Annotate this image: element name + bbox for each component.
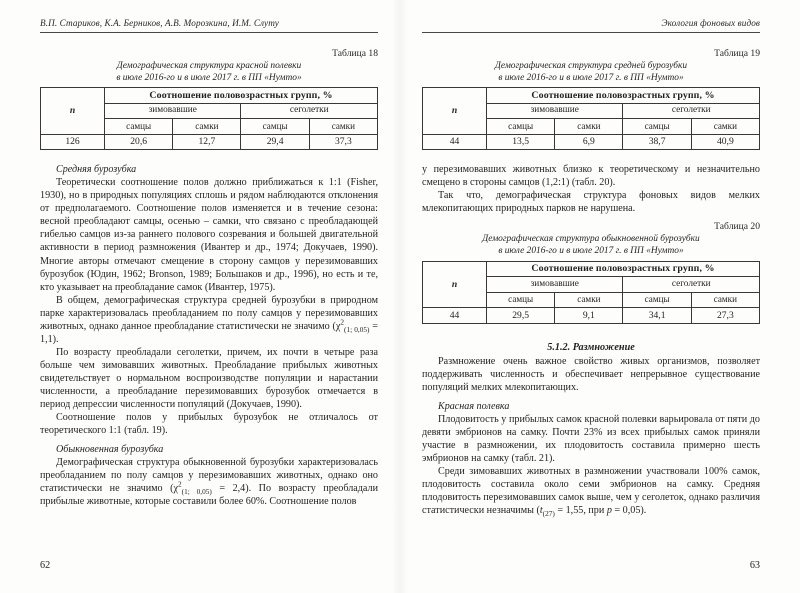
table19-sub-males-young: самцы [623, 119, 691, 135]
table18-title [40, 61, 378, 84]
table19-value-1: 6,9 [555, 134, 623, 150]
table20-header-n: n [423, 261, 487, 308]
chi-square-subscript: (1; 0,05) [181, 487, 212, 497]
left-running-head-rule [40, 32, 378, 33]
t-statistic-subscript: (27) [542, 509, 555, 519]
table20-title-line1: Демографическая структура обыкновенной бурозубки [482, 234, 700, 245]
table20-value-1: 9,1 [555, 308, 623, 324]
table18-sub-males-wintered: самцы [105, 119, 173, 135]
table19-number: Таблица 19 [714, 48, 760, 59]
table20-sub-males-young: самцы [623, 292, 691, 308]
left-running-head: В.П. Стариков, К.А. Берников, А.В. Морозкина, И.М. Слуту [40, 18, 279, 28]
table18-value-2: 29,4 [241, 134, 309, 150]
left-paragraph-2 [40, 294, 378, 346]
table20-sub-females-wintered: самки [555, 292, 623, 308]
table20-group-young: сеголетки [623, 277, 760, 293]
table20-title [422, 234, 760, 257]
left-page-number: 62 [40, 560, 51, 571]
table20-sub-females-young: самки [691, 292, 759, 308]
table20-n-value: 44 [423, 308, 487, 324]
table20-value-3: 27,3 [691, 308, 759, 324]
table-row [423, 134, 760, 150]
chi-square-subscript: (1; 0,05) [344, 324, 370, 334]
table20-title-line2: в июле 2016-го и в июле 2017 г. в ПП «Нумто» [498, 245, 684, 256]
left-paragraph-2-tail: = 1,1). [40, 320, 378, 345]
table19-value-0: 13,5 [487, 134, 555, 150]
table18-title-line1: Демографическая структура красной полевки [116, 61, 302, 71]
table18-n-value: 126 [41, 134, 105, 150]
table19-group-young: сеголетки [623, 103, 760, 119]
table19-header-main: Соотношение половозрастных групп, % [487, 88, 760, 104]
right-paragraph-5-text: Среди зимовавших животных в размножении участвовали 100% самок, плодовитость составила около семи эмбрионов на самку. Средняя плодовитость перезимовавших самок выше, чем у сеголеток, однако различия статистически незначимы ( [422, 465, 760, 517]
table18-sub-females-wintered: самки [173, 119, 241, 135]
table18-value-1: 12,7 [173, 134, 241, 150]
subheading-srednyaya-burozubka: Средняя бурозубка [56, 164, 137, 176]
right-paragraph-5 [422, 465, 760, 517]
spacer [40, 152, 378, 163]
left-paragraph-3: По возрасту преобладали сеголетки, причем, их почти в четыре раза больше чем зимовавших животных. Преобладание прибылых животных свидетельствует о нормальном воспроизводстве популяции и нарастании численности, а преобладание перезимовавших бурозубок отмечается в период депрессии численности популяций (Докучаев, 1990). [40, 346, 378, 411]
spacer [422, 326, 760, 341]
p-value-variable: p [606, 505, 612, 517]
table19-value-2: 38,7 [623, 134, 691, 150]
table18-header-n: n [41, 88, 105, 135]
right-paragraph-5-tail: = 0,05). [611, 505, 647, 517]
table19-sub-females-wintered: самки [555, 119, 623, 135]
chi-square-exponent: 2 [340, 317, 345, 327]
right-page-number: 63 [749, 560, 760, 571]
section-heading-5-1-2: 5.1.2. Размножение [547, 341, 635, 353]
table18-value-0: 20,6 [105, 134, 173, 150]
left-paragraph-5-text: Демографическая структура обыкновенной бурозубки характеризовалась преобладанием по полу самцов у перезимовавших животных, однако оно статистически не значимо (χ [40, 457, 378, 495]
table18 [40, 87, 378, 150]
table18-number: Таблица 18 [332, 48, 378, 59]
table19-title-line2: в июле 2016-го и в июле 2017 г. в ПП «Нумто» [498, 72, 684, 83]
table18-group-young: сеголетки [241, 103, 378, 119]
table18-group-wintered: зимовавшие [105, 103, 241, 119]
right-running-head-rule [422, 32, 760, 33]
table-row [423, 88, 760, 104]
chi-square-exponent: 2 [178, 479, 182, 489]
left-paragraph-1: Теоретически соотношение полов должно приближаться к 1:1 (Fisher, 1930), но в природных популяциях сплошь и рядом наблюдаются отклонения от предполагаемого. Соотношение полов изменяется и в течение сезона: весной преобладают самцы, осенью – самки, что связано с преобладающей гибелью самцов из-за раннего полового созревания и большей двигательной активности в период размножения (Ивантер и др., 1974; Докучаев, 1990). Многие авторы отмечают смещение в сторону самцов у перезимовавших бурозубок (Юдин, 1962; Bronson, 1989; Большаков и др., 1996), но есть и те, кто указывает на преобладание самок (Ивантер, 1975). [40, 177, 378, 293]
left-paragraph-5 [40, 456, 378, 508]
right-paragraph-5-mid: = 1,55, при [554, 505, 607, 517]
spacer [422, 152, 760, 163]
table20-number: Таблица 20 [714, 221, 760, 233]
table18-header-main: Соотношение половозрастных групп, % [105, 88, 378, 104]
subheading-krasnaya-polevka: Красная полевка [438, 400, 510, 412]
t-statistic-variable: t [539, 505, 543, 517]
table19 [422, 87, 760, 150]
table-row [423, 261, 760, 277]
table20-group-wintered: зимовавшие [487, 277, 623, 293]
right-running-head: Экология фоновых видов [661, 18, 760, 28]
table-row [41, 88, 378, 104]
right-paragraph-4: Плодовитость у прибылых самок красной полевки варьировала от пяти до девяти эмбрионов на самку. Почти 23% из всех прибылых самок приняли участие в размножении, их плодовитость составила примерно шесть эмбрионов на самку (табл. 21). [422, 413, 760, 464]
table19-sub-females-young: самки [691, 119, 759, 135]
table18-sub-females-young: самки [309, 119, 377, 135]
table19-n-value: 44 [423, 134, 487, 150]
table19-title [422, 61, 760, 84]
right-paragraph-3: Размножение очень важное свойство живых организмов, позволяет поддерживать численность и обеспечивает непрерывное существование популяций мелких млекопитающих. [422, 355, 760, 393]
table20-value-2: 34,1 [623, 308, 691, 324]
right-paragraph-2: Так что, демографическая структура фоновых видов мелких млекопитающих природных парков не нарушена. [422, 190, 760, 215]
table19-header-n: n [423, 88, 487, 135]
right-paragraph-1: у перезимовавших животных близко к теоретическому и незначительно смещено в стороны самцов (1,2:1) (табл. 20). [422, 164, 760, 189]
table19-group-wintered: зимовавшие [487, 103, 623, 119]
table18-title-line2: в июле 2016-го и в июле 2017 г. в ПП «Нумто» [116, 72, 302, 83]
table20-value-0: 29,5 [487, 308, 555, 324]
table-row [423, 308, 760, 324]
table19-title-line1: Демографическая структура средней бурозубки [494, 61, 688, 71]
table18-sub-males-young: самцы [241, 119, 309, 135]
left-paragraph-2-text: В общем, демографическая структура средней бурозубки в природном парке характеризовалась преобладанием по полу самцов у перезимовавших животных, однако данное преобладание статистически не значимо (χ [40, 294, 378, 332]
table18-value-3: 37,3 [309, 134, 377, 150]
left-paragraph-4: Соотношение полов у прибылых бурозубок не отличалось от теоретического 1:1 (табл. 19). [40, 412, 378, 437]
table19-sub-males-wintered: самцы [487, 119, 555, 135]
table-row [41, 134, 378, 150]
subheading-obyknovennaya-burozubka: Обыкновенная бурозубка [56, 444, 164, 456]
table20 [422, 261, 760, 324]
right-page [400, 0, 800, 593]
table19-value-3: 40,9 [691, 134, 759, 150]
table20-header-main: Соотношение половозрастных групп, % [487, 261, 760, 277]
table20-sub-males-wintered: самцы [487, 292, 555, 308]
left-paragraph-5-tail: = 2,4). По возрасту преобладали прибылые животные, которые составили более 60%. Соотношение полов [40, 483, 378, 508]
